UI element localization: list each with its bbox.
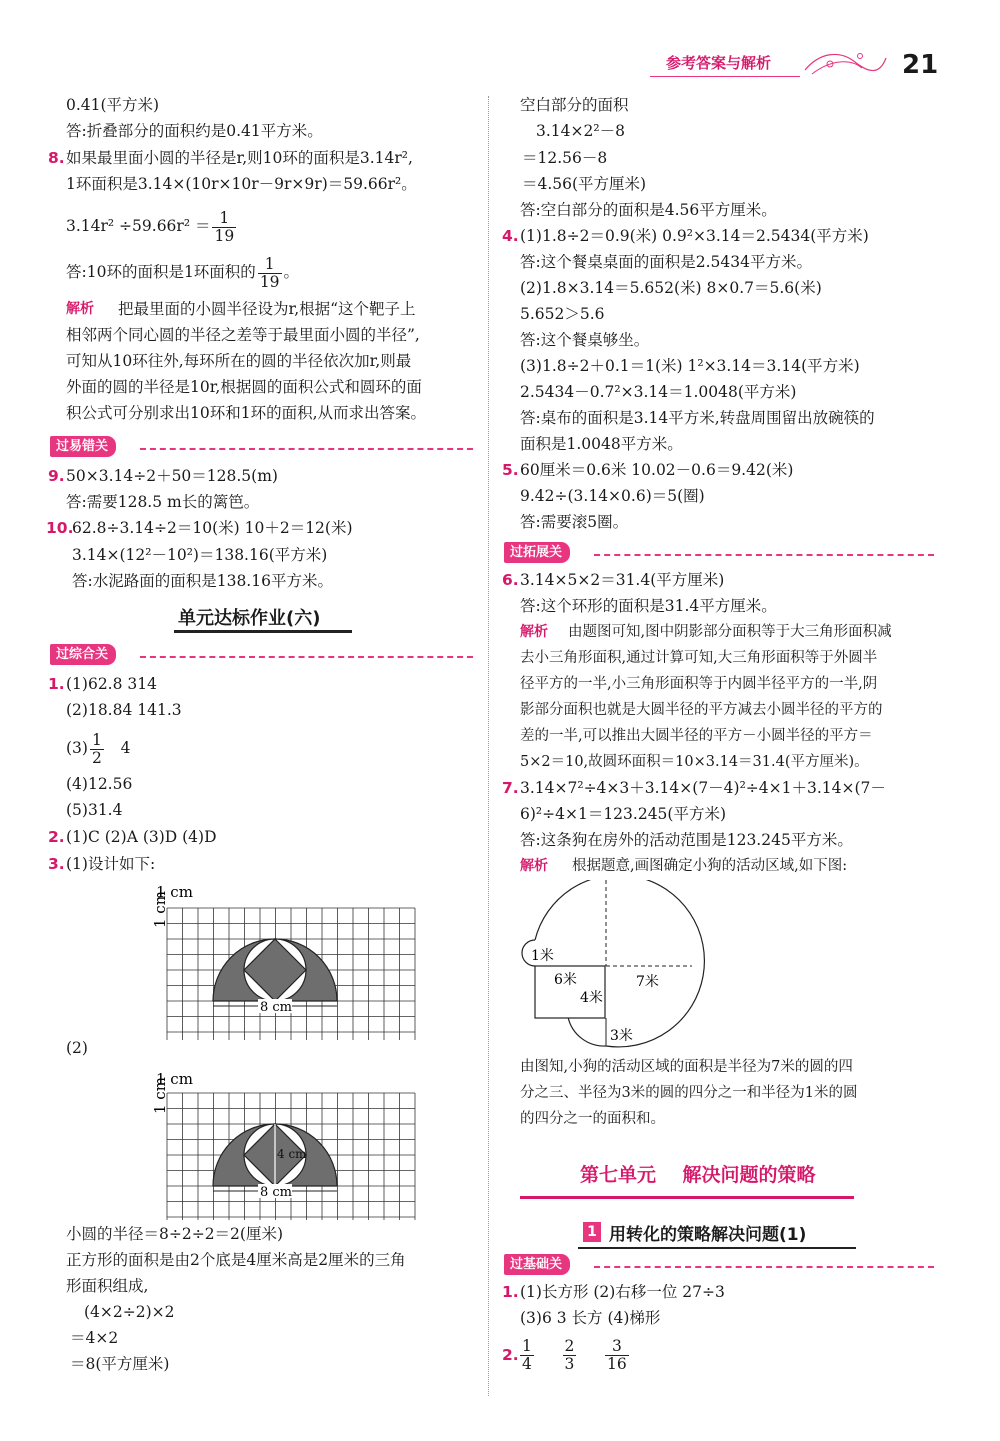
- text-line: 5×2＝10,故圆环面积＝10×3.14＝31.4(平方厘米)。: [520, 754, 869, 770]
- answer-text: 答:10环的面积是1环面积的: [66, 263, 256, 281]
- decorative-swirl-icon: [800, 44, 890, 80]
- grid-figure-2: [134, 1070, 424, 1220]
- grid-top-label: 1 cm: [156, 883, 193, 901]
- question-number: 6.: [502, 571, 519, 589]
- question-number: 8.: [48, 149, 65, 167]
- page-number: 21: [902, 50, 939, 80]
- text-line: 5.652＞5.6: [520, 305, 605, 323]
- question-number: 7.: [502, 779, 519, 797]
- answer-line: [66, 728, 131, 768]
- text-line: 的四分之一的面积和。: [520, 1111, 665, 1127]
- text-line: 根据题意,画图确定小狗的活动区域,如下图:: [572, 858, 848, 874]
- text-line: ＝8(平方厘米): [70, 1355, 170, 1373]
- text-line: 空白部分的面积: [520, 96, 629, 114]
- question-number: 2.: [502, 1346, 519, 1364]
- text-line: 答:需要滚5圈。: [520, 513, 629, 531]
- section-rule: [594, 554, 934, 556]
- column-divider: [488, 96, 489, 1396]
- explanation-label: 解析: [520, 624, 548, 640]
- label-1m: 1米: [531, 948, 554, 964]
- text-line: 62.8÷3.14÷2＝10(米) 10＋2＝12(米): [72, 519, 353, 537]
- label-3m: 3米: [610, 1028, 633, 1044]
- text-line: 积公式可分别求出10环和1环的面积,从而求出答案。: [66, 404, 427, 422]
- grid-side-label: 1 cm: [151, 891, 169, 928]
- formula-line: [66, 206, 238, 246]
- label-7m: 7米: [636, 974, 659, 990]
- fraction: [258, 256, 282, 291]
- text-line: (1)C (2)A (3)D (4)D: [66, 828, 217, 846]
- grid-figure-1: [134, 880, 424, 1040]
- question-number: 4.: [502, 227, 519, 245]
- fraction-numerator: 1: [91, 730, 102, 749]
- text-line: (3)6 3 长方 (4)梯形: [520, 1309, 661, 1327]
- text-line: 小圆的半径＝8÷2÷2＝2(厘米): [66, 1225, 284, 1243]
- question-number: 2.: [48, 828, 65, 846]
- grid-side-label: 1 cm: [151, 1077, 169, 1114]
- text-line: (1)1.8÷2＝0.9(米) 0.9²×3.14＝2.5434(平方米): [520, 227, 869, 245]
- fraction-denominator: 2: [91, 748, 102, 767]
- fraction-denominator: 3: [564, 1354, 575, 1373]
- dog-area-diagram: [516, 880, 716, 1050]
- fraction: [563, 1338, 577, 1373]
- fraction-numerator: 1: [258, 256, 282, 274]
- lesson-title: 用转化的策略解决问题(1): [609, 1225, 807, 1245]
- section-badge: 过基础关: [504, 1254, 570, 1275]
- text-line: (4×2÷2)×2: [84, 1303, 175, 1321]
- text-line: 3.14×2²－8: [536, 122, 625, 140]
- fraction: [212, 210, 236, 245]
- text-line: (5)31.4: [66, 801, 123, 819]
- lesson-underline: [578, 1247, 856, 1249]
- section-badge: 过易错关: [50, 436, 116, 457]
- fraction: [90, 732, 104, 767]
- unit-title-underline: [174, 630, 352, 633]
- fraction-answers: [518, 1334, 631, 1374]
- text-line: (4)12.56: [66, 775, 133, 793]
- question-number: 1.: [48, 675, 65, 693]
- text-line: 2.5434－0.7²×3.14＝1.0048(平方米): [520, 383, 797, 401]
- text-line: (1)设计如下:: [66, 855, 156, 873]
- question-number: 3.: [48, 855, 65, 873]
- fraction-numerator: 2: [564, 1336, 575, 1355]
- text-line: 如果最里面小圆的半径是r,则10环的面积是3.14r²,: [66, 149, 413, 167]
- text-line: 答:空白部分的面积是4.56平方厘米。: [520, 201, 777, 219]
- text-line: 可知从10环往外,每环所在的圆的半径依次加r,则最: [66, 352, 412, 370]
- big-arc: [535, 880, 704, 1047]
- text-line: 相邻两个同心圆的半径之差等于最里面小圆的半径”,: [66, 326, 420, 344]
- text-line: 影部分面积也就是大圆半径的平方减去小圆半径的平方的: [520, 702, 883, 718]
- grid-middle-label: 4 cm: [277, 1147, 307, 1161]
- header-title: 参考答案与解析: [666, 54, 772, 72]
- section-badge: 过综合关: [50, 644, 116, 665]
- fraction-denominator: 16: [607, 1354, 627, 1373]
- label-4m: 4米: [580, 990, 603, 1006]
- text-line: 形面积组成,: [66, 1277, 149, 1295]
- text-line: 答:水泥路面的面积是138.16平方米。: [72, 572, 333, 590]
- text-line: 3.14×5×2＝31.4(平方厘米): [520, 571, 725, 589]
- question-number: 5.: [502, 461, 519, 479]
- text-line: 1环面积是3.14×(10r×10r－9r×9r)＝59.66r²。: [66, 175, 417, 193]
- text-line: 径平方的一半,小三角形面积等于内圆半径平方的一半,阴: [520, 676, 878, 692]
- text-line: 分之三、半径为3米的圆的四分之一和半径为1米的圆: [520, 1085, 858, 1101]
- unit-title: 单元达标作业(六): [178, 608, 321, 629]
- fraction-numerator: 3: [605, 1338, 629, 1356]
- text-line: (1)长方形 (2)右移一位 27÷3: [520, 1283, 725, 1301]
- grid-bottom-label: 8 cm: [260, 1185, 293, 1200]
- text-line: (1)62.8 314: [66, 675, 157, 693]
- text-line: 答:折叠部分的面积约是0.41平方米。: [66, 122, 323, 140]
- text-line: 把最里面的小圆半径设为r,根据“这个靶子上: [118, 300, 416, 318]
- text-line: (2)18.84 141.3: [66, 701, 182, 719]
- label-6m: 6米: [554, 972, 577, 988]
- formula-text: 3.14r² ÷59.66r² ＝: [66, 217, 211, 235]
- fraction-denominator: 19: [259, 272, 280, 291]
- section-badge: 过拓展关: [504, 542, 570, 563]
- text-line: 3.14×7²÷4×3＋3.14×(7－4)²÷4×1＋3.14×(7－: [520, 779, 886, 797]
- answer-value: 4: [120, 739, 131, 757]
- lesson-number-badge: 1: [583, 1222, 601, 1242]
- text-line: 答:桌布的面积是3.14平方米,转盘周围留出放碗筷的: [520, 409, 875, 427]
- text-line: (2)1.8×3.14＝5.652(米) 8×0.7＝5.6(米): [520, 279, 822, 297]
- fraction: [605, 1338, 629, 1373]
- header-rule: [650, 76, 800, 77]
- text-line: (3)1.8÷2＋0.1＝1(米) 1²×3.14＝3.14(平方米): [520, 357, 860, 375]
- text-line: 去小三角形面积,通过计算可知,大三角形面积等于外圆半: [520, 650, 878, 666]
- fraction-numerator: 1: [212, 210, 236, 228]
- section-rule: [140, 448, 473, 450]
- text-line: ＝4.56(平方厘米): [522, 175, 647, 193]
- text-line: 答:这条狗在房外的活动范围是123.245平方米。: [520, 831, 853, 849]
- explanation-label: 解析: [520, 858, 548, 874]
- grid-top-label: 1 cm: [156, 1070, 193, 1088]
- fraction-denominator: 19: [214, 226, 235, 245]
- text-line: 面积是1.0048平方米。: [520, 435, 683, 453]
- answer-line: [66, 252, 299, 292]
- text-line: 外面的圆的半径是10r,根据圆的面积公式和圆环的面: [66, 378, 422, 396]
- text-line: 0.41(平方米): [66, 96, 160, 114]
- text-line: 答:这个餐桌桌面的面积是2.5434平方米。: [520, 253, 812, 271]
- explanation-label: 解析: [66, 301, 94, 317]
- section-rule: [594, 1266, 934, 1268]
- question-number: 9.: [48, 467, 65, 485]
- text-line: 3.14×(12²－10²)＝138.16(平方米): [72, 546, 328, 564]
- text-line: 正方形的面积是由2个底是4厘米高是2厘米的三角: [66, 1251, 406, 1269]
- question-number: 1.: [502, 1283, 519, 1301]
- text-line: ＝12.56－8: [522, 149, 608, 167]
- text-line: 50×3.14÷2＋50＝128.5(m): [66, 467, 278, 485]
- fraction-denominator: 4: [522, 1354, 532, 1373]
- text-line: 60厘米＝0.6米 10.02－0.6＝9.42(米): [520, 461, 794, 479]
- text-line: ＝4×2: [70, 1329, 119, 1347]
- chapter-title: 第七单元 解决问题的策略: [580, 1164, 816, 1186]
- text-line: 答:需要128.5 m长的篱笆。: [66, 493, 260, 511]
- chapter-rule: [520, 1196, 854, 1199]
- bottom-arc: [568, 1017, 606, 1046]
- period: 。: [283, 263, 300, 281]
- text-line: 由题图可知,图中阴影部分面积等于大三角形面积减: [568, 624, 892, 640]
- fraction-numerator: 1: [522, 1336, 532, 1355]
- text-line: 答:这个餐桌够坐。: [520, 331, 650, 349]
- text-line: 6)²÷4×1＝123.245(平方米): [520, 805, 727, 823]
- question-number: 10.: [46, 519, 74, 537]
- text-line: 9.42÷(3.14×0.6)＝5(圈): [520, 487, 705, 505]
- fraction: [520, 1338, 534, 1373]
- text-line: 答:这个环形的面积是31.4平方厘米。: [520, 597, 777, 615]
- grid-bottom-label: 8 cm: [260, 1000, 293, 1015]
- text-line: 差的一半,可以推出大圆半径的平方－小圆半径的平方＝: [520, 728, 873, 744]
- answer-label: (3): [66, 739, 88, 757]
- text-line: (2): [66, 1039, 88, 1057]
- text-line: 由图知,小狗的活动区域的面积是半径为7米的圆的四: [520, 1059, 853, 1075]
- section-rule: [140, 656, 473, 658]
